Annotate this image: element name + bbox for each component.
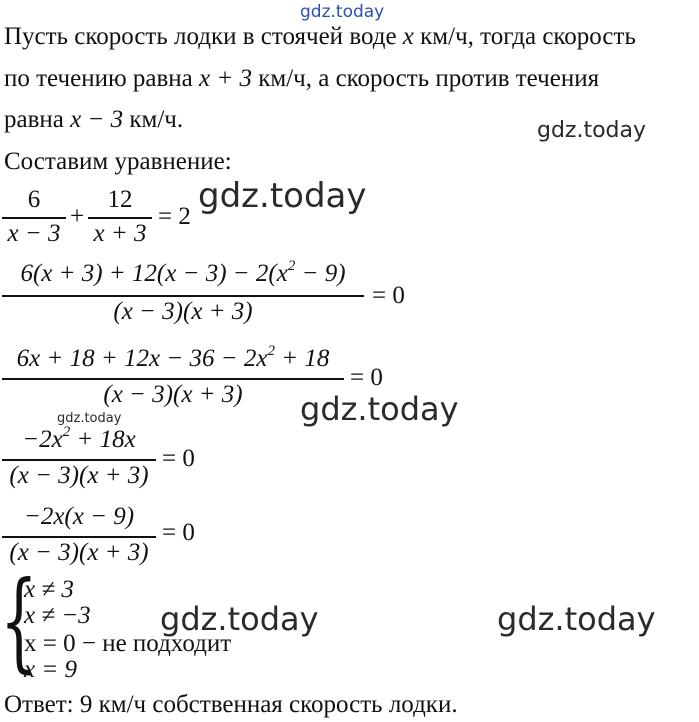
intro-line-1: Пусть скорость лодки в стоячей воде x км/ч, тогда скорость xyxy=(4,23,636,50)
watermark: gdz.today xyxy=(198,176,367,216)
eq1-plus: + xyxy=(70,203,85,230)
eq5-fraction: −2x(x − 9) (x − 3)(x + 3) xyxy=(2,503,156,569)
eq4-fraction: $-2x^2 + 18x$ (x − 3)(x + 3) xyxy=(2,426,156,492)
eq3-fraction: $6x + 18 + 12x - 36 - 2x^2 + 18$ (x − 3)(x + 3) xyxy=(2,345,344,411)
watermark: gdz.today xyxy=(537,118,647,143)
watermark: gdz.today xyxy=(57,411,122,426)
watermark: gdz.today xyxy=(300,390,459,428)
intro-line-4: Составим уравнение: xyxy=(4,148,232,175)
system-line-1: x ≠ 3 xyxy=(24,576,74,603)
watermark: gdz.today xyxy=(497,600,656,638)
watermark-top: gdz.today xyxy=(300,2,385,22)
system-brace: { xyxy=(0,559,38,684)
eq1-fraction-2: 12 x + 3 xyxy=(88,186,152,250)
intro-line-2: по течению равна x + 3 км/ч, а скорость против течения xyxy=(4,65,600,92)
eq1-fraction-1: 6 x − 3 xyxy=(2,186,66,250)
intro-line-3: равна x − 3 км/ч. xyxy=(4,106,184,133)
eq3-rhs: = 0 xyxy=(350,364,383,391)
system-line-4: x = 9 xyxy=(24,656,77,683)
system-line-2: x ≠ −3 xyxy=(24,602,91,629)
eq4-rhs: = 0 xyxy=(162,445,195,472)
system-line-3: x = 0 − не подходит xyxy=(24,630,232,657)
eq2-fraction: $6(x + 3) + 12(x - 3) - 2(x^2 - 9)$ (x − 3)(x + 3) xyxy=(2,260,364,326)
answer-line: Ответ: 9 км/ч собственная скорость лодки. xyxy=(4,691,458,718)
eq1-rhs: = 2 xyxy=(158,203,191,230)
eq2-rhs: = 0 xyxy=(372,282,405,309)
watermark: gdz.today xyxy=(160,600,319,638)
eq5-rhs: = 0 xyxy=(162,519,195,546)
